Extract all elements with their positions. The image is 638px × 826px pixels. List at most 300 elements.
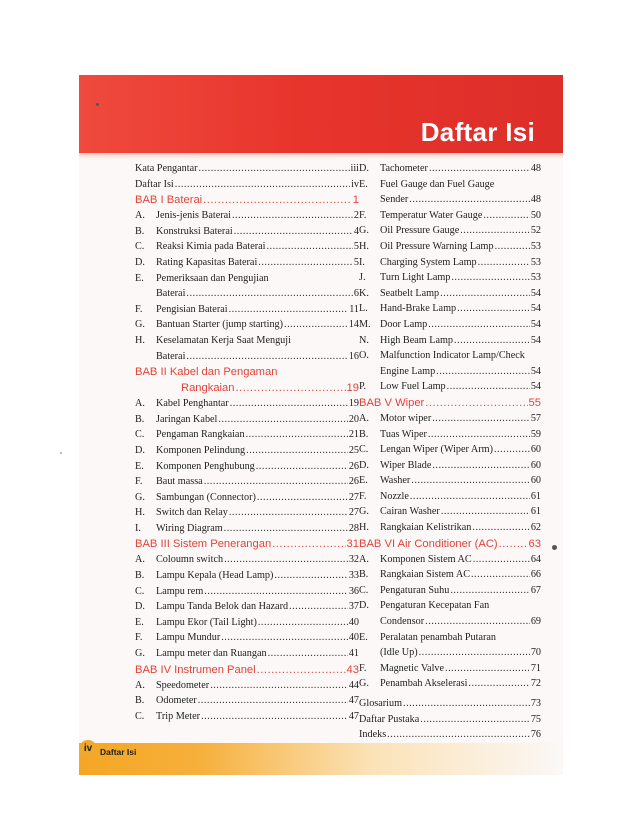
toc-chapter xyxy=(135,662,359,678)
toc-page-number: 28 xyxy=(348,522,359,534)
toc-page-number: 55 xyxy=(528,396,541,409)
toc-item-letter: G. xyxy=(135,319,145,331)
leader-dots xyxy=(230,396,348,412)
leader-dots xyxy=(447,379,530,395)
toc-item-letter: F. xyxy=(135,303,143,315)
chapter-title: BAB III Sistem Penerangan xyxy=(135,538,272,551)
toc-entry xyxy=(135,693,359,709)
toc-entry xyxy=(359,223,541,239)
toc-item-text: Temperatur Water Gauge xyxy=(380,209,483,221)
leader-dots xyxy=(425,395,527,411)
leader-dots xyxy=(432,411,530,427)
toc-item-text: Switch dan Relay xyxy=(156,507,228,519)
toc-item-text: Oil Pressure Gauge xyxy=(380,225,460,237)
toc-item-text: Turn Light Lamp xyxy=(380,272,451,284)
toc-item-text: Lampu Kepala (Head Lamp) xyxy=(156,570,274,582)
toc-page-number: 53 xyxy=(530,240,541,252)
toc-item-text: Daftar Isi xyxy=(135,178,174,190)
toc-item-text: Seatbelt Lamp xyxy=(380,287,440,299)
toc-page-number: 61 xyxy=(530,490,541,502)
toc-item-letter: D. xyxy=(359,163,369,174)
toc-item-letter: B. xyxy=(135,695,145,707)
toc-entry xyxy=(135,505,359,521)
leader-dots xyxy=(257,662,346,678)
toc-entry xyxy=(135,646,359,662)
toc-item-letter: B. xyxy=(359,428,369,440)
toc-page-number: 63 xyxy=(528,537,541,550)
toc-item-text: Coloumn switch xyxy=(156,554,224,566)
toc-item-text: Speedometer xyxy=(156,679,210,691)
toc-item-text: Rangkaian Kelistrikan xyxy=(380,522,472,534)
toc-entry xyxy=(359,317,541,333)
toc-item-text: Tuas Wiper xyxy=(380,428,427,440)
leader-dots xyxy=(198,693,348,709)
toc-item-letter: D. xyxy=(135,601,145,613)
toc-page-number: 75 xyxy=(530,713,541,725)
toc-item-letter: M. xyxy=(359,318,371,330)
leader-dots xyxy=(224,552,348,568)
toc-page-number: 54 xyxy=(530,381,541,393)
leader-dots xyxy=(429,161,530,177)
leader-dots xyxy=(236,380,346,396)
toc-item-letter: F. xyxy=(135,476,143,488)
leader-dots xyxy=(221,630,348,646)
leader-dots xyxy=(425,614,530,630)
toc-item-letter: H. xyxy=(135,334,145,346)
toc-item-letter: E. xyxy=(135,272,144,284)
toc-page-number: 61 xyxy=(530,506,541,518)
leader-dots xyxy=(454,333,530,349)
chapter-title: BAB VI Air Conditioner (AC) xyxy=(359,537,498,550)
leader-dots xyxy=(409,192,530,208)
leader-dots xyxy=(218,412,347,428)
toc-item-letter: G. xyxy=(135,491,145,503)
toc-page-number: 60 xyxy=(530,459,541,471)
toc-page-number: 60 xyxy=(530,444,541,456)
chapter-title: BAB I Baterai xyxy=(135,194,203,207)
leader-dots xyxy=(473,552,530,568)
toc-item-letter: F. xyxy=(359,209,367,221)
toc-page-number: 53 xyxy=(530,256,541,268)
leader-dots xyxy=(210,678,348,694)
leader-dots xyxy=(246,427,348,443)
toc-page-number: 54 xyxy=(530,318,541,330)
toc-item-text: Konstruksi Baterai xyxy=(156,225,233,237)
toc-page-number: 40 xyxy=(348,632,359,644)
toc-entry xyxy=(359,727,541,743)
toc-page-number: 36 xyxy=(348,585,359,597)
toc-page-number: 64 xyxy=(530,553,541,565)
toc-item-text: Pemeriksaan dan Pengujian xyxy=(156,272,269,284)
toc-entry xyxy=(359,583,541,599)
toc-entry xyxy=(359,270,541,286)
leader-dots xyxy=(428,427,530,443)
toc-item-text: Pengisian Baterai xyxy=(156,303,228,315)
toc-entry xyxy=(135,490,359,506)
toc-item-text: Condensor xyxy=(380,616,425,628)
leader-dots xyxy=(471,567,530,583)
toc-entry xyxy=(359,520,541,536)
leader-dots xyxy=(199,161,350,177)
toc-item-text: Komponen Pelindung xyxy=(156,444,246,456)
leader-dots xyxy=(203,192,352,208)
toc-item-text: Baterai xyxy=(156,288,186,300)
toc-page-number: 37 xyxy=(348,601,359,613)
toc-page-number: 66 xyxy=(530,569,541,581)
toc-entry xyxy=(359,552,541,568)
leader-dots xyxy=(229,302,349,318)
toc-item-letter: E. xyxy=(135,460,144,472)
leader-dots xyxy=(483,208,529,224)
toc-item-text: Oil Pressure Warning Lamp xyxy=(380,240,494,252)
toc-page-number: 76 xyxy=(530,729,541,741)
toc-page-number: 5 xyxy=(353,256,359,268)
footer-bar xyxy=(79,743,563,775)
leader-dots xyxy=(445,661,530,677)
toc-entry xyxy=(135,177,359,193)
toc-entry xyxy=(135,678,359,694)
leader-dots xyxy=(224,521,348,537)
toc-entry xyxy=(359,614,541,630)
toc-page-number: 67 xyxy=(530,584,541,596)
toc-entry xyxy=(359,504,541,520)
toc-page-number: 33 xyxy=(348,570,359,582)
toc-item-text: Indeks xyxy=(359,729,387,741)
toc-entry xyxy=(135,271,359,287)
toc-entry xyxy=(359,458,541,474)
chapter-title: Rangkaian xyxy=(181,382,235,395)
toc-page-number: 20 xyxy=(348,413,359,425)
toc-item-letter: D. xyxy=(359,459,369,471)
leader-dots xyxy=(495,239,530,255)
toc-entry xyxy=(359,286,541,302)
toc-item-letter: A. xyxy=(135,210,145,222)
toc-item-text: Penambah Akselerasi xyxy=(380,678,468,690)
toc-page-number: 54 xyxy=(530,303,541,315)
toc-entry xyxy=(359,473,541,489)
footer-page-number: iv xyxy=(79,740,97,758)
toc-entry xyxy=(359,255,541,271)
toc-item-text: Low Fuel Lamp xyxy=(380,381,446,393)
leader-dots xyxy=(411,473,530,489)
toc-item-letter: C. xyxy=(135,241,145,253)
toc-page-number: 5 xyxy=(353,241,359,253)
page-title: Daftar Isi xyxy=(420,117,535,147)
leader-dots xyxy=(494,442,530,458)
toc-page-number: 62 xyxy=(530,522,541,534)
toc-item-letter: C. xyxy=(135,710,145,722)
toc-item-text: Sender xyxy=(380,194,409,206)
toc-page-number: 32 xyxy=(348,554,359,566)
toc-entry xyxy=(359,567,541,583)
toc-page-number: 19 xyxy=(348,398,359,410)
toc-entry xyxy=(359,348,541,364)
toc-entry xyxy=(135,599,359,615)
toc-entry xyxy=(135,474,359,490)
leader-dots xyxy=(204,474,348,490)
toc-item-letter: B. xyxy=(135,225,145,237)
toc-item-text: Daftar Pustaka xyxy=(359,713,420,725)
toc-item-text: Malfunction Indicator Lamp/Check xyxy=(380,350,525,362)
toc-item-text: Nozzle xyxy=(380,490,409,502)
toc-item-letter: I. xyxy=(359,256,365,268)
toc-item-letter: G. xyxy=(359,678,369,690)
leader-dots xyxy=(258,615,348,631)
toc-item-text: Sambungan (Connector) xyxy=(156,491,256,503)
chapter-title: BAB V Wiper xyxy=(359,396,425,409)
toc-entry xyxy=(359,696,541,712)
leader-dots xyxy=(387,727,530,743)
toc-entry xyxy=(135,412,359,428)
leader-dots xyxy=(175,177,350,193)
book-page xyxy=(79,75,563,775)
toc-page-number: 16 xyxy=(348,350,359,362)
leader-dots xyxy=(256,459,348,475)
toc-item-text: Washer xyxy=(380,475,411,487)
toc-page-number: 73 xyxy=(530,698,541,709)
toc-item-letter: C. xyxy=(359,444,369,456)
leader-dots xyxy=(441,504,530,520)
toc-entry xyxy=(359,333,541,349)
toc-entry xyxy=(359,427,541,443)
toc-item-text: Tachometer xyxy=(380,163,428,174)
toc-item-letter: G. xyxy=(359,506,369,518)
toc-entry xyxy=(135,349,359,365)
leader-dots xyxy=(499,536,528,552)
leader-dots xyxy=(201,709,348,725)
toc-item-letter: C. xyxy=(359,584,369,596)
toc-item-text: Pengaturan Kecepatan Fan xyxy=(380,600,490,612)
leader-dots xyxy=(268,646,348,662)
chapter-title: BAB II Kabel dan Pengaman xyxy=(135,366,278,379)
toc-item-letter: B. xyxy=(135,570,145,582)
toc-item-letter: P. xyxy=(359,381,367,393)
header-fade xyxy=(79,153,563,159)
leader-dots xyxy=(274,568,347,584)
toc-entry xyxy=(359,411,541,427)
toc-page-number: 57 xyxy=(530,412,541,424)
toc-item-text: Odometer xyxy=(156,695,197,707)
leader-dots xyxy=(468,676,529,692)
toc-item-text: Lampu Ekor (Tail Light) xyxy=(156,616,257,628)
toc-entry xyxy=(135,568,359,584)
toc-item-text: Lampu rem xyxy=(156,585,204,597)
chapter-title: BAB IV Instrumen Panel xyxy=(135,663,256,676)
toc-page-number: 44 xyxy=(348,679,359,691)
toc-item-text: Rating Kapasitas Baterai xyxy=(156,256,258,268)
toc-entry xyxy=(135,239,359,255)
footer-label: Daftar Isi xyxy=(100,747,137,757)
scan-speck xyxy=(96,103,99,106)
toc-page-number: iv xyxy=(351,178,359,190)
toc-item-text: Komponen Penghubung xyxy=(156,460,255,472)
toc-item-text: Lampu Mundur xyxy=(156,632,221,644)
toc-entry xyxy=(359,379,541,395)
toc-chapter xyxy=(359,395,541,411)
toc-entry xyxy=(135,459,359,475)
toc-item-letter: O. xyxy=(359,350,369,362)
toc-item-text: Magnetic Valve xyxy=(380,662,445,674)
leader-dots xyxy=(246,443,348,459)
toc-entry xyxy=(359,489,541,505)
toc-page-number: 47 xyxy=(348,695,359,707)
toc-item-text: Wiper Blade xyxy=(380,459,432,471)
toc-entry xyxy=(135,584,359,600)
leader-dots xyxy=(289,599,348,615)
toc-page-number: 43 xyxy=(346,663,359,676)
leader-dots xyxy=(419,645,530,661)
toc-entry xyxy=(359,177,541,193)
leader-dots xyxy=(204,584,348,600)
toc-item-letter: F. xyxy=(359,490,367,502)
toc-item-letter: B. xyxy=(135,413,145,425)
toc-entry xyxy=(135,208,359,224)
toc-item-letter: C. xyxy=(135,585,145,597)
leader-dots xyxy=(460,223,530,239)
toc-entry xyxy=(135,552,359,568)
toc-item-text: Charging System Lamp xyxy=(380,256,477,268)
toc-item-letter: E. xyxy=(135,616,144,628)
toc-item-letter: E. xyxy=(359,475,368,487)
toc-item-letter: E. xyxy=(359,631,368,643)
toc-item-text: Cairan Washer xyxy=(380,506,440,518)
toc-chapter xyxy=(135,192,359,208)
toc-item-letter: C. xyxy=(135,429,145,441)
toc-item-text: Pengaman Rangkaian xyxy=(156,429,245,441)
leader-dots xyxy=(257,490,348,506)
toc-page-number: 31 xyxy=(346,538,359,551)
leader-dots xyxy=(403,696,530,712)
toc-page-number: 59 xyxy=(530,428,541,440)
toc-item-text: Pengaturan Suhu xyxy=(380,584,450,596)
toc-item-text: Reaksi Kimia pada Baterai xyxy=(156,241,266,253)
toc-item-letter: K. xyxy=(359,287,369,299)
toc-page-number: 69 xyxy=(530,616,541,628)
toc-page-number: 2 xyxy=(353,210,359,222)
toc-item-text: Fuel Gauge dan Fuel Gauge xyxy=(380,178,495,190)
toc-item-letter: F. xyxy=(359,662,367,674)
toc-item-text: Peralatan penambah Putaran xyxy=(380,631,496,643)
toc-item-text: Hand-Brake Lamp xyxy=(380,303,457,315)
toc-chapter xyxy=(359,536,541,552)
toc-entry xyxy=(135,521,359,537)
toc-item-text: Motor wiper xyxy=(380,412,432,424)
toc-entry xyxy=(135,427,359,443)
toc-item-letter: H. xyxy=(135,507,145,519)
toc-item-letter: A. xyxy=(135,679,145,691)
toc-entry xyxy=(359,676,541,692)
toc-item-text: Wiring Diagram xyxy=(156,522,223,534)
toc-item-letter: B. xyxy=(359,569,369,581)
toc-entry xyxy=(135,317,359,333)
toc-column-left xyxy=(135,161,359,724)
toc-entry xyxy=(135,161,359,177)
toc-page-number: 1 xyxy=(352,194,359,207)
toc-item-letter: A. xyxy=(359,412,369,424)
toc-entry xyxy=(135,224,359,240)
toc-item-letter: G. xyxy=(135,648,145,660)
leader-dots xyxy=(232,208,353,224)
toc-entry xyxy=(135,286,359,302)
toc-entry xyxy=(135,709,359,725)
leader-dots xyxy=(472,520,529,536)
toc-page-number: 48 xyxy=(530,163,541,174)
toc-page-number: 21 xyxy=(348,429,359,441)
toc-item-letter: I. xyxy=(135,522,141,534)
toc-item-letter: N. xyxy=(359,334,369,346)
toc-page-number: 6 xyxy=(353,288,359,300)
toc-page-number: 60 xyxy=(530,475,541,487)
toc-page-number: 4 xyxy=(353,225,359,237)
toc-item-text: Kata Pengantar xyxy=(135,163,198,174)
leader-dots xyxy=(478,255,530,271)
toc-page-number: 54 xyxy=(530,365,541,377)
leader-dots xyxy=(428,317,530,333)
toc-chapter xyxy=(135,364,359,380)
toc-entry xyxy=(359,161,541,177)
leader-dots xyxy=(234,224,353,240)
toc-item-text: Keselamatan Kerja Saat Menguji xyxy=(156,334,291,346)
leader-dots xyxy=(457,301,530,317)
toc-item-letter: H. xyxy=(359,240,369,252)
toc-entry xyxy=(359,364,541,380)
toc-item-text: (Idle Up) xyxy=(380,647,418,659)
toc-entry xyxy=(359,645,541,661)
toc-page-number: 54 xyxy=(530,287,541,299)
toc-item-text: Lengan Wiper (Wiper Arm) xyxy=(380,444,493,456)
toc-item-text: Lampu Tanda Belok dan Hazard xyxy=(156,601,289,613)
toc-page-number: 41 xyxy=(348,648,359,660)
toc-item-text: Baterai xyxy=(156,350,186,362)
toc-entry xyxy=(359,192,541,208)
leader-dots xyxy=(266,239,352,255)
toc-page-number: 27 xyxy=(348,491,359,503)
toc-entry xyxy=(359,630,541,646)
leader-dots xyxy=(186,286,352,302)
toc-column-right xyxy=(359,161,541,743)
toc-item-text: Komponen Sistem AC xyxy=(380,553,472,565)
toc-item-text: High Beam Lamp xyxy=(380,334,453,346)
toc-page-number: 53 xyxy=(530,272,541,284)
toc-entry xyxy=(135,396,359,412)
toc-item-text: Jenis-jenis Baterai xyxy=(156,210,231,222)
toc-entry xyxy=(359,239,541,255)
toc-page-number: 19 xyxy=(346,382,359,395)
toc-item-text: Baut massa xyxy=(156,476,203,488)
leader-dots xyxy=(420,712,530,728)
toc-item-text: Engine Lamp xyxy=(380,365,436,377)
toc-item-letter: D. xyxy=(135,444,145,456)
toc-item-letter: A. xyxy=(135,398,145,410)
toc-entry xyxy=(359,712,541,728)
toc-page-number: 50 xyxy=(530,209,541,221)
toc-page-number: 71 xyxy=(530,662,541,674)
leader-dots xyxy=(186,349,347,365)
leader-dots xyxy=(450,583,529,599)
toc-item-text: Lampu meter dan Ruangan xyxy=(156,648,267,660)
toc-item-letter: D. xyxy=(135,256,145,268)
leader-dots xyxy=(284,317,348,333)
toc-item-letter: H. xyxy=(359,522,369,534)
leader-dots xyxy=(410,489,530,505)
leader-dots xyxy=(272,536,345,552)
toc-item-text: Door Lamp xyxy=(380,318,428,330)
toc-page-number: 72 xyxy=(530,678,541,690)
leader-dots xyxy=(229,505,348,521)
toc-page-number: 70 xyxy=(530,647,541,659)
toc-item-letter: F. xyxy=(135,632,143,644)
toc-entry xyxy=(359,208,541,224)
